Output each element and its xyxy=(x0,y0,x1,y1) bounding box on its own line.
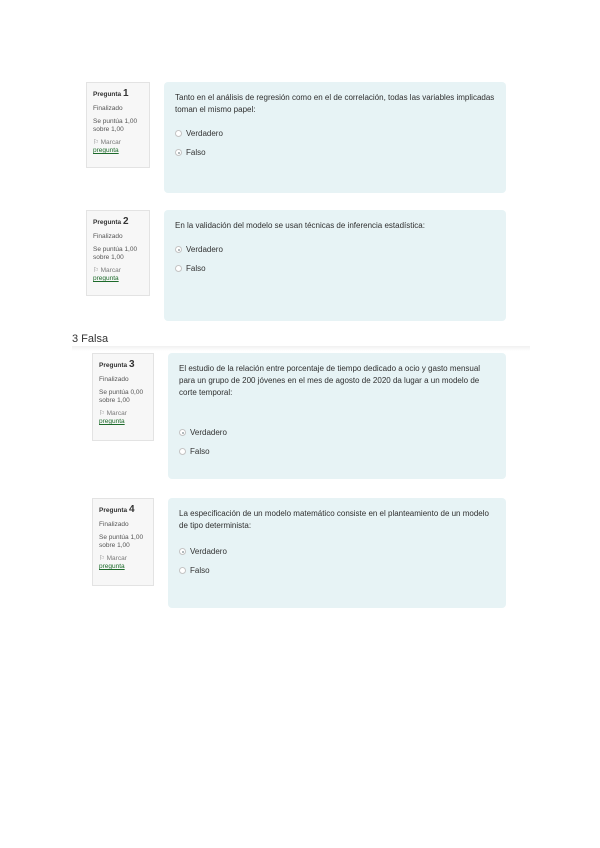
option-true[interactable]: Verdadero xyxy=(175,244,495,255)
option-false[interactable]: Falso xyxy=(179,446,495,457)
question-state: Finalizado xyxy=(93,233,123,240)
question-content xyxy=(164,210,506,321)
question-number: Pregunta 4 xyxy=(99,504,135,515)
question-text: La especificación de un modelo matemático consiste en el planteamiento de un modelo de tipo determinista: xyxy=(179,509,489,530)
question-info xyxy=(92,498,154,586)
question-info xyxy=(86,210,150,296)
question-number: Pregunta 3 xyxy=(99,359,135,370)
radio-icon[interactable] xyxy=(179,567,186,574)
option-true[interactable]: Verdadero xyxy=(179,546,495,557)
question-state: Finalizado xyxy=(99,521,129,528)
answer-options xyxy=(175,128,495,158)
option-false[interactable]: Falso xyxy=(175,263,495,274)
question-text: Tanto en el análisis de regresión como en el de correlación, todas las variables implicadas toman el mismo papel: xyxy=(175,93,495,114)
flag-question-button[interactable]: ⚐ Marcar pregunta xyxy=(93,267,121,282)
question-number: Pregunta 1 xyxy=(93,88,129,99)
question-text: El estudio de la relación entre porcentaje de tiempo dedicado a ocio y gasto mensual para un grupo de 200 jóvenes en el mes de agosto de 2020 da lugar a un modelo de corte temporal: xyxy=(179,364,481,397)
flag-question-button[interactable]: ⚐ Marcar pregunta xyxy=(93,139,121,154)
radio-icon[interactable] xyxy=(175,149,182,156)
option-false[interactable]: Falso xyxy=(175,147,495,158)
question-grade: Se puntúa 1,00 sobre 1,00 xyxy=(99,534,144,549)
handwritten-note: 3 Falsa xyxy=(72,333,109,345)
question-grade: Se puntúa 1,00 sobre 1,00 xyxy=(93,246,138,261)
option-true[interactable]: Verdadero xyxy=(179,427,495,438)
flag-question-button[interactable]: ⚐ Marcar pregunta xyxy=(99,410,127,425)
question-state: Finalizado xyxy=(93,105,123,112)
question-number: Pregunta 2 xyxy=(93,216,129,227)
radio-icon[interactable] xyxy=(179,548,186,555)
question-text: En la validación del modelo se usan técnicas de inferencia estadística: xyxy=(175,221,425,230)
flag-icon: ⚐ xyxy=(99,410,105,417)
flag-icon: ⚐ xyxy=(93,267,99,274)
question-content xyxy=(164,82,506,193)
question-state: Finalizado xyxy=(99,376,129,383)
question-grade: Se puntúa 1,00 sobre 1,00 xyxy=(93,118,138,133)
option-false[interactable]: Falso xyxy=(179,565,495,576)
radio-icon[interactable] xyxy=(175,130,182,137)
option-true[interactable]: Verdadero xyxy=(175,128,495,139)
question-grade: Se puntúa 0,00 sobre 1,00 xyxy=(99,389,144,404)
question-content xyxy=(168,498,506,608)
radio-icon[interactable] xyxy=(179,429,186,436)
divider xyxy=(72,346,530,351)
radio-icon[interactable] xyxy=(179,448,186,455)
flag-question-button[interactable]: ⚐ Marcar pregunta xyxy=(99,555,127,570)
flag-icon: ⚐ xyxy=(99,555,105,562)
answer-options xyxy=(179,546,495,576)
question-content xyxy=(168,353,506,479)
answer-options xyxy=(179,427,495,457)
question-info xyxy=(92,353,154,441)
flag-icon: ⚐ xyxy=(93,139,99,146)
answer-options xyxy=(175,244,495,274)
radio-icon[interactable] xyxy=(175,246,182,253)
radio-icon[interactable] xyxy=(175,265,182,272)
question-info xyxy=(86,82,150,168)
